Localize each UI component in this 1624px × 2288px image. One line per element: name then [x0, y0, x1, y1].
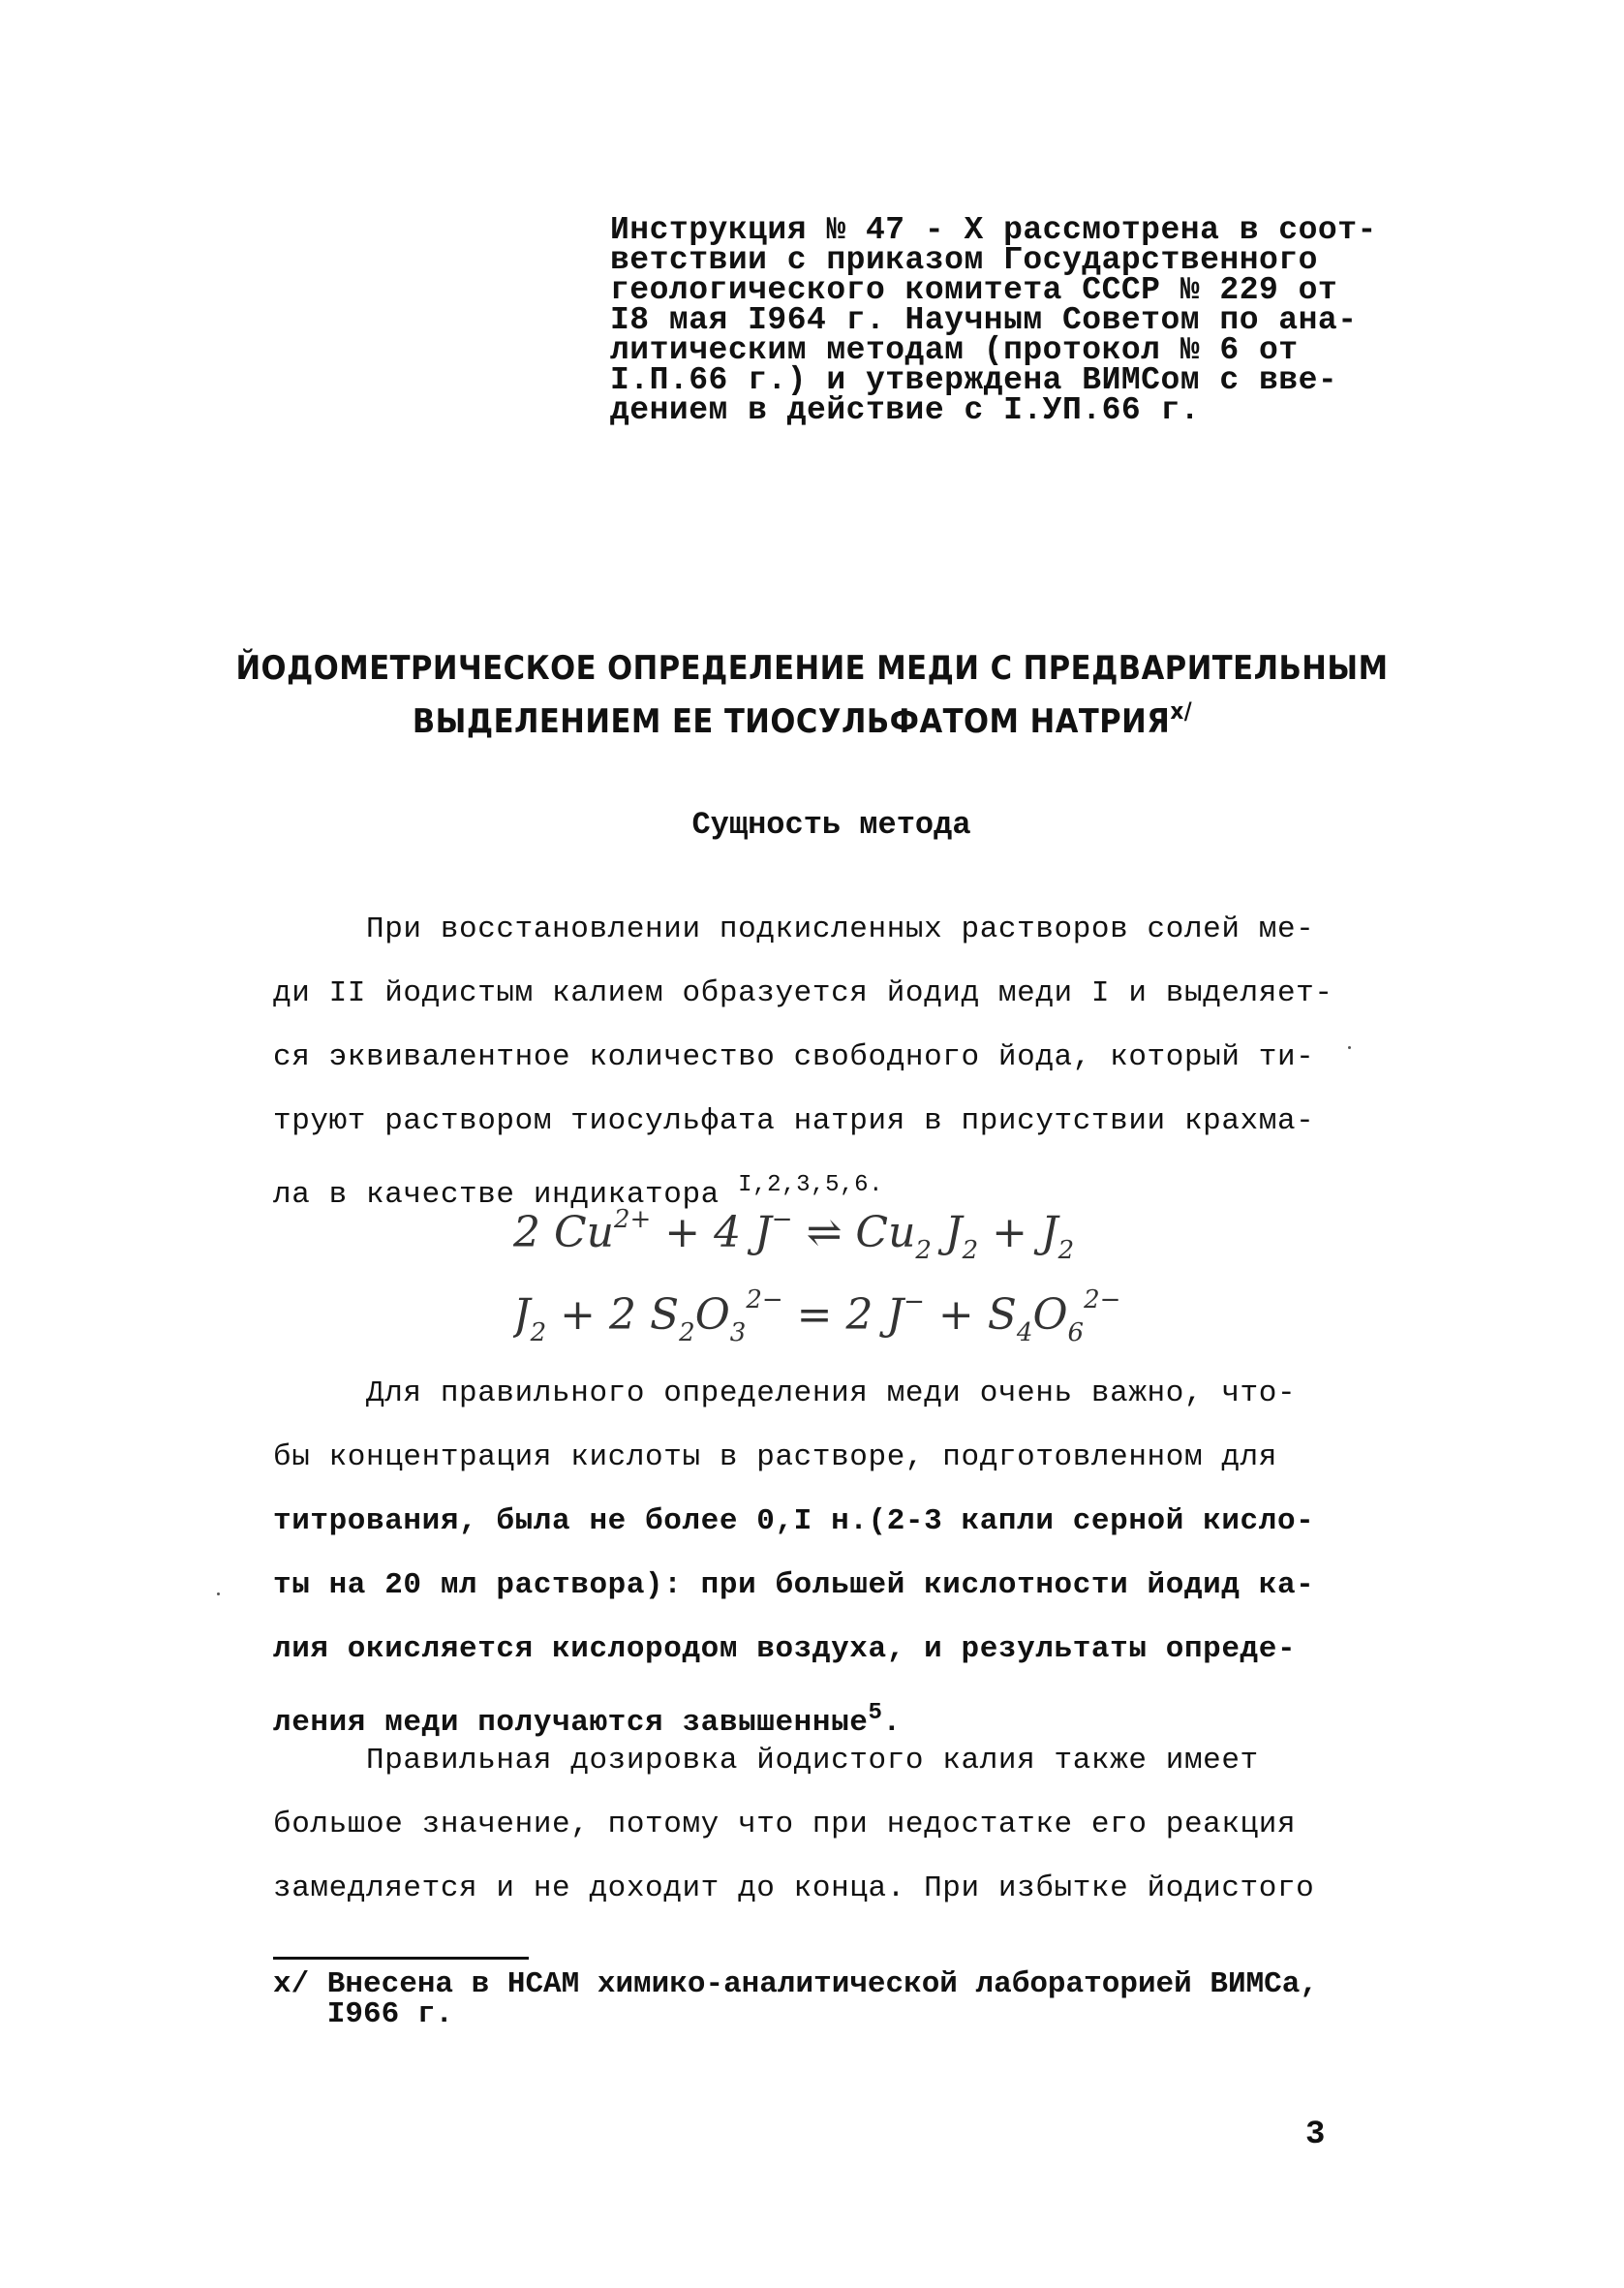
handwritten-equations [513, 1193, 1210, 1368]
footnote [273, 1969, 1435, 2029]
approval-note-line: I.П.66 г.) и утверждена ВИМСом с вве- [610, 362, 1338, 398]
paragraph-line: большое значение, потому что при недостатке его реакция [273, 1808, 1297, 1841]
paragraph-line: бы концентрация кислоты в растворе, подготовленном для [273, 1440, 1277, 1474]
title-line-1: ЙОДОМЕТРИЧЕСКОЕ ОПРЕДЕЛЕНИЕ МЕДИ С ПРЕДВАРИТЕЛЬНЫМ [235, 649, 1389, 688]
title-line-2 [0, 690, 1624, 743]
approval-note-line: ветствии с приказом Государственного [610, 242, 1318, 278]
paragraph-line: ди II йодистым калием образуется йодид меди I и выделяет- [273, 976, 1333, 1010]
approval-note-line: дением в действие с I.УП.66 г. [610, 392, 1201, 428]
equation-1: 2 $Cu^{2+} + 4$ J− ⇌ $Cu_2$ $J_2 + J_2$ [513, 1205, 1075, 1265]
reference-superscript: I,2,3,5,6. [738, 1172, 884, 1198]
paragraph-line: ления меди получаются завышенные [273, 1706, 869, 1740]
paragraph-2 [273, 1362, 1377, 1755]
paragraph-line: лия окисляется кислородом воздуха, и результаты опреде- [273, 1632, 1297, 1666]
paragraph-1 [273, 898, 1377, 1227]
reference-superscript: 5 [868, 1700, 883, 1726]
footnote-divider [273, 1957, 529, 1960]
scan-speck [1348, 1046, 1351, 1049]
paragraph-line: ся эквивалентное количество свободного йода, который ти- [273, 1040, 1315, 1074]
paragraph-line: ты на 20 мл раствора): при большей кислотности йодид ка- [273, 1568, 1315, 1602]
paragraph-line: Для правильного определения меди очень важно, что- [273, 1376, 1297, 1410]
paragraph-line: замедляется и не доходит до конца. При избытке йодистого [273, 1871, 1315, 1905]
paragraph-line: труют раствором тиосульфата натрия в присутствии крахма- [273, 1104, 1315, 1138]
approval-note-line: I8 мая I964 г. Научным Советом по ана- [610, 302, 1358, 338]
footnote-line: I966 г. [273, 1997, 454, 2031]
paragraph-line: Правильная дозировка йодистого калия также имеет [273, 1744, 1259, 1778]
paragraph-end: . [882, 1706, 902, 1740]
title-footnote-mark: x/ [1170, 697, 1193, 725]
footnote-line: x/ Внесена в НСАМ химико-аналитической лабораторией ВИМСа, [273, 1967, 1318, 2001]
paragraph-line: титрования, была не более 0,I н.(2-3 капли серной кисло- [273, 1504, 1315, 1538]
scan-speck [217, 1592, 220, 1595]
approval-note-line: Инструкция № 47 - Х рассмотрена в соот- [610, 212, 1377, 248]
document-title [0, 647, 1624, 743]
section-heading: Сущность метода [691, 807, 971, 843]
page-number: 3 [1305, 2117, 1326, 2153]
title-line-2-text: ВЫДЕЛЕНИЕМ ЕЕ ТИОСУЛЬФАТОМ НАТРИЯ [412, 702, 1171, 741]
equation-2: $J_2 + 2$ $S_2O_3^{2-} = 2$ $J^- + S_4O_6^{2-}$ [513, 1285, 1121, 1347]
paragraph-line: ла в качестве индикатора [273, 1178, 720, 1212]
equations-svg [513, 1193, 1210, 1368]
approval-note [610, 212, 1385, 428]
approval-note-line: геологического комитета СССР № 229 от [610, 272, 1338, 308]
paragraph-line: При восстановлении подкисленных растворов солей ме- [273, 912, 1315, 946]
paragraph-3 [273, 1729, 1377, 1921]
approval-note-line: литическим методам (протокол № 6 от [610, 332, 1299, 368]
